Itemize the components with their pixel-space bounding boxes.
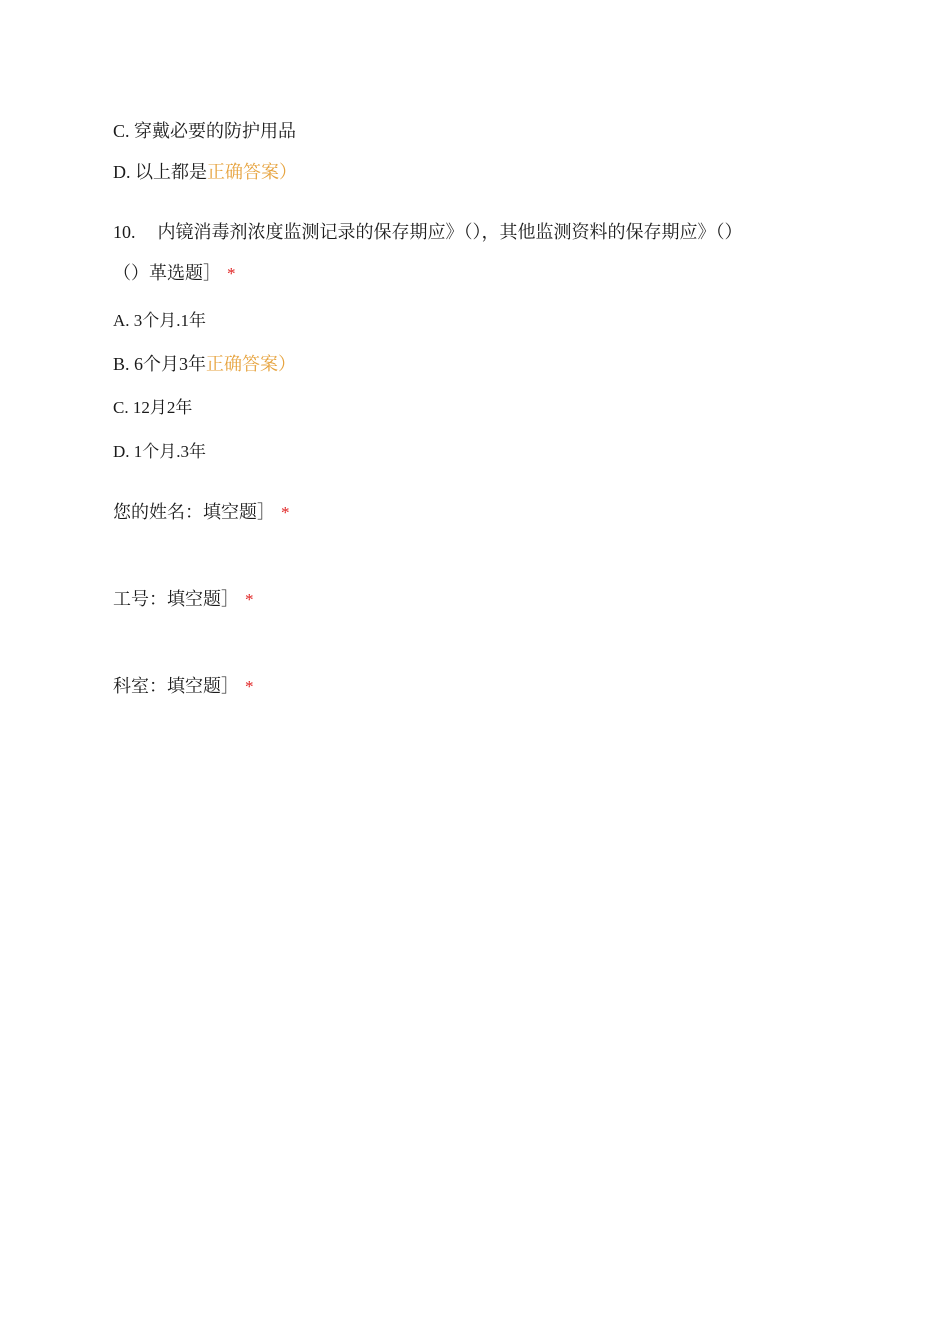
option-text: 6个月3年 — [134, 354, 207, 374]
option-prefix: C. — [113, 121, 130, 141]
option-text: 以上都是 — [135, 162, 207, 182]
option-c — [113, 119, 296, 143]
correct-answer-mark: 正确答案） — [206, 354, 297, 374]
field-label: 科室：填空题］ — [113, 676, 239, 696]
department-field-label — [113, 674, 254, 699]
option-d — [113, 160, 297, 184]
option-prefix: A. — [113, 311, 130, 330]
field-label: 您的姓名：填空题］ — [113, 502, 275, 522]
correct-answer-mark: 正确答案） — [207, 162, 297, 182]
option-text: 3个月.1年 — [133, 311, 207, 330]
option-text: 1个月.3年 — [133, 442, 207, 461]
option-d — [113, 440, 206, 464]
field-label: 工号：填空题］ — [113, 589, 239, 609]
name-field-label — [113, 500, 290, 525]
question-type: （）革选题］ — [113, 263, 221, 283]
option-prefix: D. — [113, 162, 131, 182]
required-mark: * — [281, 503, 290, 522]
option-text: 12月2年 — [132, 398, 193, 417]
option-text: 穿戴必要的防护用品 — [134, 121, 297, 141]
option-a — [113, 309, 206, 333]
option-prefix: D. — [113, 442, 130, 461]
option-b — [113, 352, 296, 376]
required-mark: * — [245, 677, 254, 696]
required-mark: * — [227, 264, 236, 283]
employee-id-field-label — [113, 587, 254, 612]
option-prefix: B. — [113, 354, 130, 374]
question-10-title — [113, 220, 743, 244]
option-c — [113, 396, 192, 420]
required-mark: * — [245, 590, 254, 609]
question-number: 10. — [113, 222, 136, 242]
option-prefix: C. — [113, 398, 129, 417]
question-text: 内镜消毒剂浓度监测记录的保存期应》（），其他监测资料的保存期应》（） — [157, 222, 743, 242]
question-10-title-cont — [113, 261, 236, 286]
